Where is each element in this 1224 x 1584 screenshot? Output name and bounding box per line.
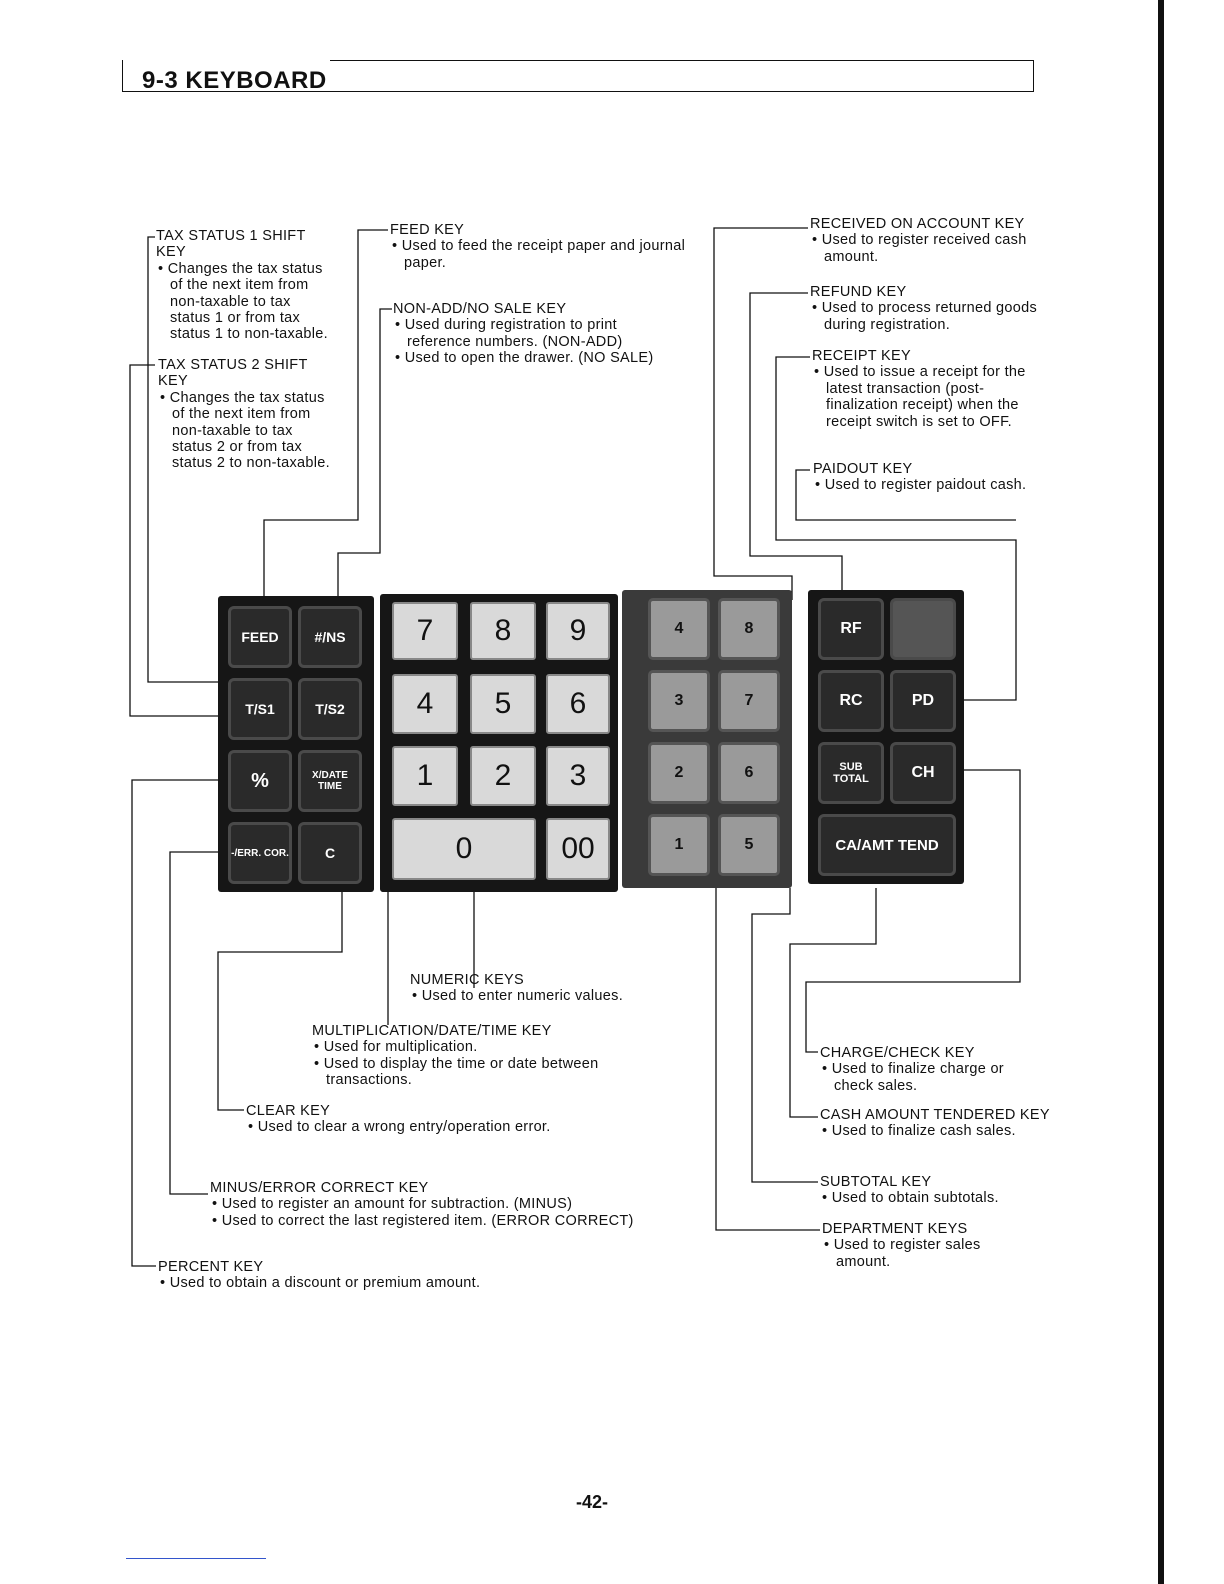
callout-bullet: • Used to register paidout cash. bbox=[815, 477, 1027, 494]
department-key-2[interactable]: 2 bbox=[648, 742, 710, 804]
bullet-text: Used during registration to print reference numbers. (NON-ADD) bbox=[404, 317, 623, 350]
bullet-text: Used to obtain subtotals. bbox=[831, 1190, 999, 1207]
callout-bullet: • Used during registration to print reference numbers. (NON-ADD) bbox=[395, 317, 623, 350]
numeric-key-8[interactable]: 8 bbox=[470, 602, 536, 660]
refund-key[interactable]: RF bbox=[818, 598, 884, 660]
callout-bullet: • Changes the tax status of the next item from non-taxable to tax status 1 or from tax status 1 to non-taxable. bbox=[158, 260, 328, 343]
bullet-text: Used to register an amount for subtraction. (MINUS) bbox=[221, 1196, 573, 1213]
callout-bullet: • Used to enter numeric values. bbox=[412, 988, 624, 1005]
numeric-key-7[interactable]: 7 bbox=[392, 602, 458, 660]
callout-multiplication bbox=[312, 1023, 662, 1089]
minus-error-correct-key[interactable]: -/ERR. COR. bbox=[228, 822, 292, 884]
percent-key[interactable]: % bbox=[228, 750, 292, 812]
department-key-4[interactable]: 4 bbox=[648, 598, 710, 660]
callout-bullet: • Used to register sales amount. bbox=[824, 1237, 981, 1270]
callout-title: FEED KEY bbox=[390, 222, 465, 238]
callout-feed bbox=[390, 222, 690, 271]
callout-numeric bbox=[410, 972, 680, 1005]
bullet-text: Used to register sales amount. bbox=[833, 1237, 981, 1270]
callout-department bbox=[822, 1221, 1022, 1270]
callout-title: SUBTOTAL KEY bbox=[820, 1174, 932, 1190]
tax-status-1-key[interactable]: T/S1 bbox=[228, 678, 292, 740]
callout-title: NON-ADD/NO SALE KEY bbox=[393, 301, 567, 317]
receipt-key[interactable]: RC bbox=[818, 670, 884, 732]
callout-minus bbox=[210, 1180, 700, 1229]
callout-title: CLEAR KEY bbox=[246, 1103, 331, 1119]
callout-bullet: • Used to process returned goods during registration. bbox=[812, 300, 1038, 333]
callout-non-add bbox=[393, 301, 673, 367]
callout-bullet: • Used to register received cash amount. bbox=[812, 232, 1027, 265]
callout-clear bbox=[246, 1103, 566, 1136]
callout-title: REFUND KEY bbox=[810, 284, 907, 300]
callout-title: MINUS/ERROR CORRECT KEY bbox=[210, 1180, 429, 1196]
bullet-text: Used to clear a wrong entry/operation error. bbox=[257, 1119, 551, 1136]
callout-title: CASH AMOUNT TENDERED KEY bbox=[820, 1107, 1050, 1123]
bullet-text: Used to register paidout cash. bbox=[824, 477, 1027, 494]
callout-paidout bbox=[813, 461, 1033, 494]
callout-bullet: • Used to correct the last registered item. (ERROR CORRECT) bbox=[212, 1212, 634, 1229]
callout-bullet: • Used to finalize cash sales. bbox=[822, 1123, 1016, 1140]
numeric-key-0[interactable]: 0 bbox=[392, 818, 536, 880]
callout-bullet: • Used to obtain subtotals. bbox=[822, 1190, 999, 1207]
bullet-text: Changes the tax status of the next item from non-taxable to tax status 1 or from tax status 1 to non-taxable. bbox=[167, 260, 328, 343]
callout-bullet: • Used to register an amount for subtraction. (MINUS) bbox=[212, 1196, 573, 1213]
department-key-8[interactable]: 8 bbox=[718, 598, 780, 660]
callout-bullet: • Used to obtain a discount or premium amount. bbox=[160, 1275, 481, 1292]
callout-title: DEPARTMENT KEYS bbox=[822, 1221, 968, 1237]
cash-amount-tendered-key[interactable]: CA/AMT TEND bbox=[818, 814, 956, 876]
numeric-key-00[interactable]: 00 bbox=[546, 818, 610, 880]
department-key-1[interactable]: 1 bbox=[648, 814, 710, 876]
department-key-3[interactable]: 3 bbox=[648, 670, 710, 732]
bullet-text: Used to process returned goods during registration. bbox=[821, 300, 1038, 333]
callout-bullet: • Changes the tax status of the next item from non-taxable to tax status 2 or from tax status 2 to non-taxable. bbox=[160, 389, 330, 472]
numeric-key-3[interactable]: 3 bbox=[546, 746, 610, 806]
callout-title: PERCENT KEY bbox=[158, 1259, 264, 1275]
callout-subtotal bbox=[820, 1174, 1050, 1207]
callout-cash-tendered bbox=[820, 1107, 1050, 1140]
bullet-text: Used to enter numeric values. bbox=[421, 988, 624, 1005]
numeric-key-6[interactable]: 6 bbox=[546, 674, 610, 734]
callout-bullet: • Used to feed the receipt paper and journal paper. bbox=[392, 238, 686, 271]
multiplication-date-time-key[interactable]: X/DATE TIME bbox=[298, 750, 362, 812]
charge-check-key[interactable]: CH bbox=[890, 742, 956, 804]
callout-bullet: • Used for multiplication. bbox=[314, 1039, 478, 1056]
feed-key[interactable]: FEED bbox=[228, 606, 292, 668]
department-key-5[interactable]: 5 bbox=[718, 814, 780, 876]
callout-title: CHARGE/CHECK KEY bbox=[820, 1045, 975, 1061]
callout-title: PAIDOUT KEY bbox=[813, 461, 913, 477]
bullet-text: Changes the tax status of the next item from non-taxable to tax status 2 or from tax status 2 to non-taxable. bbox=[169, 389, 330, 472]
callout-title: NUMERIC KEYS bbox=[410, 972, 524, 988]
bullet-text: Used for multiplication. bbox=[323, 1039, 478, 1056]
callout-bullet: • Used to finalize charge or check sales. bbox=[822, 1061, 1004, 1094]
callout-percent bbox=[158, 1259, 578, 1292]
callout-title: MULTIPLICATION/DATE/TIME KEY bbox=[312, 1023, 552, 1039]
non-add-no-sale-key[interactable]: #/NS bbox=[298, 606, 362, 668]
tax-status-2-key[interactable]: T/S2 bbox=[298, 678, 362, 740]
footnote-rule bbox=[126, 1558, 266, 1559]
received-on-account-key[interactable] bbox=[890, 598, 956, 660]
bullet-text: Used to display the time or date between transactions. bbox=[323, 1055, 599, 1089]
numeric-key-2[interactable]: 2 bbox=[470, 746, 536, 806]
clear-key[interactable]: C bbox=[298, 822, 362, 884]
callout-title: RECEIPT KEY bbox=[812, 348, 911, 364]
callout-title: TAX STATUS 2 SHIFT KEY bbox=[158, 357, 308, 390]
paidout-key[interactable]: PD bbox=[890, 670, 956, 732]
callout-bullet: • Used to display the time or date between transactions. bbox=[314, 1055, 599, 1089]
bullet-text: Used to finalize cash sales. bbox=[831, 1123, 1016, 1140]
bullet-text: Used to open the drawer. (NO SALE) bbox=[404, 350, 654, 367]
callout-bullet: • Used to issue a receipt for the latest transaction (post-finalization receipt) when the receipt switch is set to OFF. bbox=[814, 364, 1026, 430]
callout-charge bbox=[820, 1045, 1044, 1094]
callout-tax-status-1 bbox=[156, 228, 332, 343]
bullet-text: Used to correct the last registered item. (ERROR CORRECT) bbox=[221, 1212, 634, 1229]
bullet-text: Used to obtain a discount or premium amount. bbox=[169, 1275, 481, 1292]
subtotal-key[interactable]: SUB TOTAL bbox=[818, 742, 884, 804]
bullet-text: Used to issue a receipt for the latest transaction (post-finalization receipt) when the receipt switch is set to OFF. bbox=[823, 364, 1026, 430]
numeric-key-5[interactable]: 5 bbox=[470, 674, 536, 734]
callout-refund bbox=[810, 284, 1050, 333]
numeric-key-1[interactable]: 1 bbox=[392, 746, 458, 806]
bullet-text: Used to finalize charge or check sales. bbox=[831, 1061, 1004, 1094]
numeric-key-4[interactable]: 4 bbox=[392, 674, 458, 734]
bullet-text: Used to register received cash amount. bbox=[821, 232, 1027, 265]
callout-received-on-account bbox=[810, 216, 1070, 265]
callout-title: TAX STATUS 1 SHIFT KEY bbox=[156, 228, 306, 261]
department-key-7[interactable]: 7 bbox=[718, 670, 780, 732]
bullet-text: Used to feed the receipt paper and journal paper. bbox=[401, 238, 686, 271]
callout-bullet: • Used to clear a wrong entry/operation error. bbox=[248, 1119, 551, 1136]
section-title: 9-3 KEYBOARD bbox=[142, 67, 327, 94]
numeric-key-9[interactable]: 9 bbox=[546, 602, 610, 660]
callout-receipt bbox=[812, 348, 1044, 430]
callout-tax-status-2 bbox=[158, 357, 334, 472]
page-number: -42- bbox=[576, 1492, 609, 1512]
callout-bullet: • Used to open the drawer. (NO SALE) bbox=[395, 350, 654, 367]
callout-title: RECEIVED ON ACCOUNT KEY bbox=[810, 216, 1025, 232]
department-key-6[interactable]: 6 bbox=[718, 742, 780, 804]
